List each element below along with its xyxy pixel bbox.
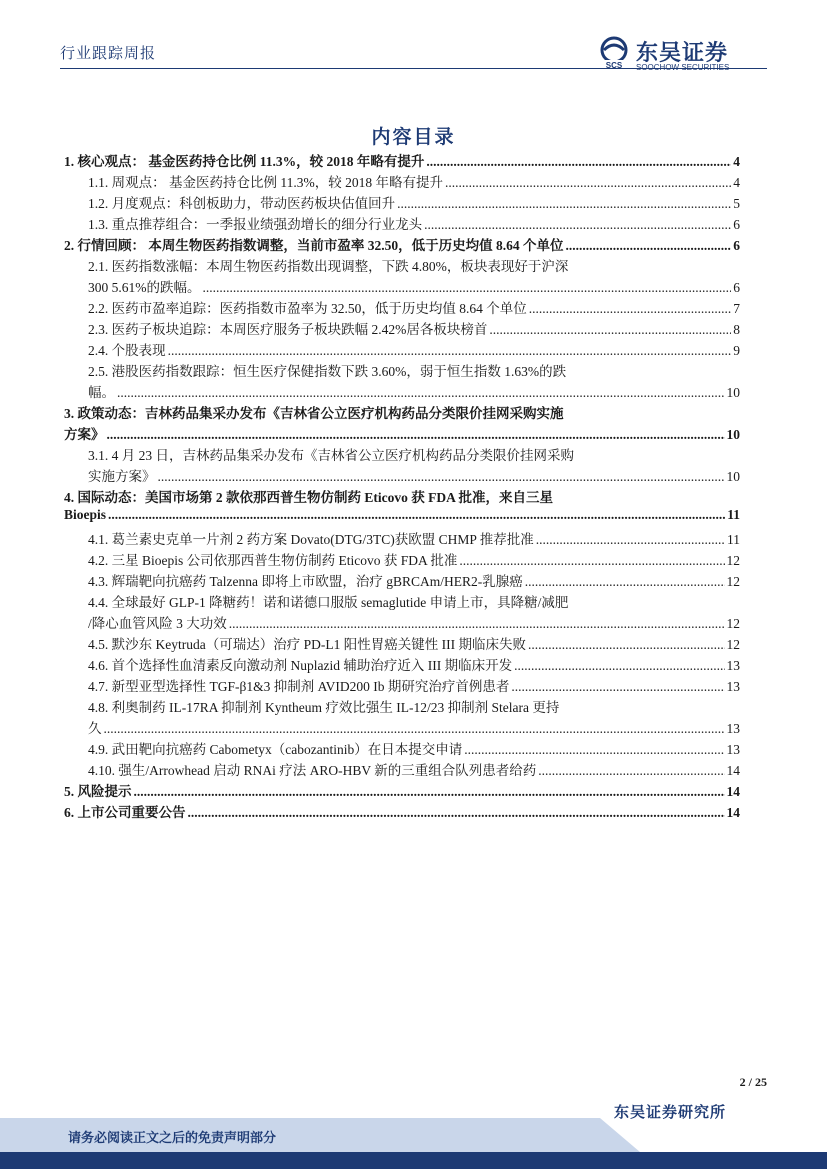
scs-logo-icon <box>596 36 632 70</box>
toc-page-number: 14 <box>726 763 740 778</box>
toc-page-number: 13 <box>726 742 740 757</box>
toc-entry[interactable] <box>64 591 740 612</box>
toc-entry[interactable] <box>64 633 740 654</box>
toc-entry[interactable] <box>64 402 740 423</box>
toc-page-number: 6 <box>733 238 740 253</box>
toc-page-number: 13 <box>726 721 740 736</box>
toc-entry-text: 4.7. 新型亚型选择性 TGF-β1&3 抑制剂 AVID200 Ib 期研究治疗首例患者 <box>88 679 510 694</box>
toc-leader-dots <box>536 532 725 548</box>
toc-page-number: 9 <box>733 343 740 358</box>
toc-leader-dots <box>229 616 725 632</box>
institute-name: 东吴证券研究所 <box>614 1105 727 1121</box>
brand-name-en: SOOCHOW SECURITIES <box>636 63 730 72</box>
toc-entry-text: 6. 上市公司重要公告 <box>64 805 186 820</box>
toc-leader-dots <box>528 637 725 653</box>
toc-page-number: 5 <box>733 196 740 211</box>
toc-entry[interactable] <box>64 381 740 402</box>
toc-page-number: 12 <box>726 637 740 652</box>
toc-page-number: 7 <box>733 301 740 316</box>
toc-leader-dots <box>566 238 732 254</box>
toc-leader-dots <box>525 574 725 590</box>
toc-leader-dots <box>168 343 732 359</box>
toc-entry-text: 2.3. 医药子板块追踪：本周医疗服务子板块跌幅 2.42%居各板块榜首 <box>88 322 488 337</box>
toc-leader-dots <box>104 721 725 737</box>
toc-entry[interactable] <box>64 171 740 192</box>
toc-page-number: 8 <box>733 322 740 337</box>
toc-entry[interactable] <box>64 780 740 801</box>
toc-page-number: 6 <box>733 280 740 295</box>
toc-entry-text: 2.2. 医药市盈率追踪：医药指数市盈率为 32.50，低于历史均值 8.64 个单位 <box>88 301 527 316</box>
toc-entry[interactable] <box>64 465 740 486</box>
toc-entry[interactable] <box>64 528 740 549</box>
toc-entry-text: 1.1. 周观点： 基金医药持仓比例 11.3%，较 2018 年略有提升 <box>88 175 443 190</box>
toc-page-number: 12 <box>726 553 740 568</box>
toc-leader-dots <box>134 784 725 800</box>
toc-page-number: 10 <box>726 385 740 400</box>
toc-entry-text: 4.6. 首个选择性血清素反向激动剂 Nuplazid 辅助治疗近入 III 期临床开发 <box>88 658 513 673</box>
toc-entry[interactable] <box>64 759 740 780</box>
toc-page-number: 11 <box>727 507 740 522</box>
toc-entry-text: 4.8. 利奥制药 IL-17RA 抑制剂 Kyntheum 疗效比强生 IL-12/23 抑制剂 Stelara 更持 <box>88 700 560 715</box>
toc-page-number: 4 <box>733 175 740 190</box>
toc-leader-dots <box>117 385 725 401</box>
toc-entry[interactable] <box>64 612 740 633</box>
brand-name-cn: 东吴证券 <box>636 40 729 65</box>
toc-entry-text: 2. 行情回顾： 本周生物医药指数调整，当前市盈率 32.50，低于历史均值 8.64 个单位 <box>64 238 564 253</box>
toc-entry-text: 久 <box>88 721 102 736</box>
toc-entry[interactable] <box>64 717 740 738</box>
toc-entry[interactable] <box>64 675 740 696</box>
page-number: 2 / 25 <box>739 1075 767 1089</box>
toc-leader-dots <box>538 763 724 779</box>
toc-page-number: 12 <box>726 616 740 631</box>
toc-leader-dots <box>489 322 731 338</box>
scs-logo-badge: SCS <box>605 61 623 70</box>
toc-entry-text: 3. 政策动态：吉林药品集采办发布《吉林省公立医疗机构药品分类限价挂网采购实施 <box>64 406 564 421</box>
toc-entry[interactable] <box>64 234 740 255</box>
toc-entry-text: 2.5. 港股医药指数跟踪：恒生医疗保健指数下跌 3.60%，弱于恒生指数 1.63%的跌 <box>88 364 567 379</box>
toc-leader-dots <box>397 196 731 212</box>
toc-page-number: 12 <box>726 574 740 589</box>
toc-entry-text: 1. 核心观点： 基金医药持仓比例 11.3%，较 2018 年略有提升 <box>64 154 425 169</box>
toc-leader-dots <box>108 507 725 523</box>
toc-page-number: 14 <box>726 784 740 799</box>
toc-leader-dots <box>158 469 725 485</box>
toc-entry[interactable] <box>64 213 740 234</box>
toc-leader-dots <box>514 658 724 674</box>
toc-page-number: 13 <box>726 679 740 694</box>
toc-entry-text: 幅。 <box>88 385 115 400</box>
toc-entry-text: 2.1. 医药指数涨幅：本周生物医药指数出现调整，下跌 4.80%，板块表现好于沪深 <box>88 259 569 274</box>
bottom-bar <box>0 1152 827 1169</box>
toc-page-number: 4 <box>733 154 740 169</box>
toc-leader-dots <box>464 742 724 758</box>
toc-entry-text: 4. 国际动态：美国市场第 2 款依那西普生物仿制药 Eticovo 获 FDA 批准，来自三星 <box>64 490 553 505</box>
toc-entry[interactable] <box>64 801 740 822</box>
toc-entry-text: 实施方案》 <box>88 469 156 484</box>
disclaimer-text: 请务必阅读正文之后的免责声明部分 <box>68 1130 277 1145</box>
toc-entry-text: 1.3. 重点推荐组合：一季报业绩强劲增长的细分行业龙头 <box>88 217 423 232</box>
toc-entry-text: 3.1. 4 月 23 日，吉林药品集采办发布《吉林省公立医疗机构药品分类限价挂网采购 <box>88 448 574 463</box>
toc-entry-text: 4.9. 武田靶向抗癌药 Cabometyx（cabozantinib）在日本提交申请 <box>88 742 463 757</box>
toc-entry-text: 2.4. 个股表现 <box>88 343 166 358</box>
toc-entry-text: 4.1. 葛兰素史克单一片剂 2 药方案 Dovato(DTG/3TC)获欧盟 CHMP 推荐批准 <box>88 532 534 547</box>
toc-entry[interactable] <box>64 738 740 759</box>
toc-entry[interactable] <box>64 192 740 213</box>
toc-entry[interactable] <box>64 255 740 276</box>
toc-leader-dots <box>529 301 732 317</box>
toc-page-number: 13 <box>726 658 740 673</box>
toc-leader-dots <box>426 154 731 170</box>
toc-entry-text: Bioepis <box>64 507 107 522</box>
toc-entry[interactable] <box>64 297 740 318</box>
toc-entry[interactable] <box>64 150 740 171</box>
toc-entry[interactable] <box>64 318 740 339</box>
toc-page-number: 6 <box>733 217 740 232</box>
toc-entry-text: 4.10. 强生/Arrowhead 启动 RNAi 疗法 ARO-HBV 新的三重组合队列患者给药 <box>88 763 537 778</box>
toc-leader-dots <box>424 217 731 233</box>
toc-entry[interactable] <box>64 654 740 675</box>
toc-entry[interactable] <box>64 276 740 297</box>
toc-entry[interactable] <box>64 360 740 381</box>
toc-page-number: 10 <box>726 469 740 484</box>
toc-entry-text: 300 5.61%的跌幅。 <box>88 280 201 295</box>
report-type-label: 行业跟踪周报 <box>60 46 157 62</box>
toc-entry-text: 4.2. 三星 Bioepis 公司依那西普生物仿制药 Eticovo 获 FDA 批准 <box>88 553 458 568</box>
toc-entry-text: 4.3. 辉瑞靶向抗癌药 Talzenna 即将上市欧盟，治疗 gBRCAm/HER2-乳腺癌 <box>88 574 523 589</box>
table-of-contents <box>64 150 740 822</box>
toc-entry-text: 4.5. 默沙东 Keytruda（可瑞达）治疗 PD-L1 阳性胃癌关键性 III 期临床失败 <box>88 637 526 652</box>
toc-entry[interactable] <box>64 423 740 444</box>
toc-entry-text: 1.2. 月度观点：科创板助力，带动医药板块估值回升 <box>88 196 396 211</box>
toc-leader-dots <box>459 553 724 569</box>
toc-leader-dots <box>445 175 731 191</box>
toc-entry-text: 5. 风险提示 <box>64 784 132 799</box>
toc-leader-dots <box>511 679 724 695</box>
toc-title: 内容目录 <box>371 127 456 148</box>
toc-leader-dots <box>107 427 725 443</box>
toc-entry[interactable] <box>64 339 740 360</box>
toc-entry[interactable] <box>64 507 740 528</box>
toc-entry[interactable] <box>64 696 740 717</box>
toc-entry-text: /降心血管风险 3 大功效 <box>88 616 227 631</box>
toc-entry[interactable] <box>64 444 740 465</box>
toc-entry-text: 4.4. 全球最好 GLP-1 降糖药！诺和诺德口服版 semaglutide 申请上市，具降糖/减肥 <box>88 595 569 610</box>
toc-page-number: 14 <box>726 805 740 820</box>
toc-entry[interactable] <box>64 486 740 507</box>
toc-entry-text: 方案》 <box>64 427 105 442</box>
toc-entry[interactable] <box>64 549 740 570</box>
toc-page-number: 11 <box>727 532 740 547</box>
header-divider <box>60 68 767 69</box>
toc-leader-dots <box>188 805 725 821</box>
toc-entry[interactable] <box>64 570 740 591</box>
toc-leader-dots <box>203 280 732 296</box>
toc-page-number: 10 <box>726 427 740 442</box>
